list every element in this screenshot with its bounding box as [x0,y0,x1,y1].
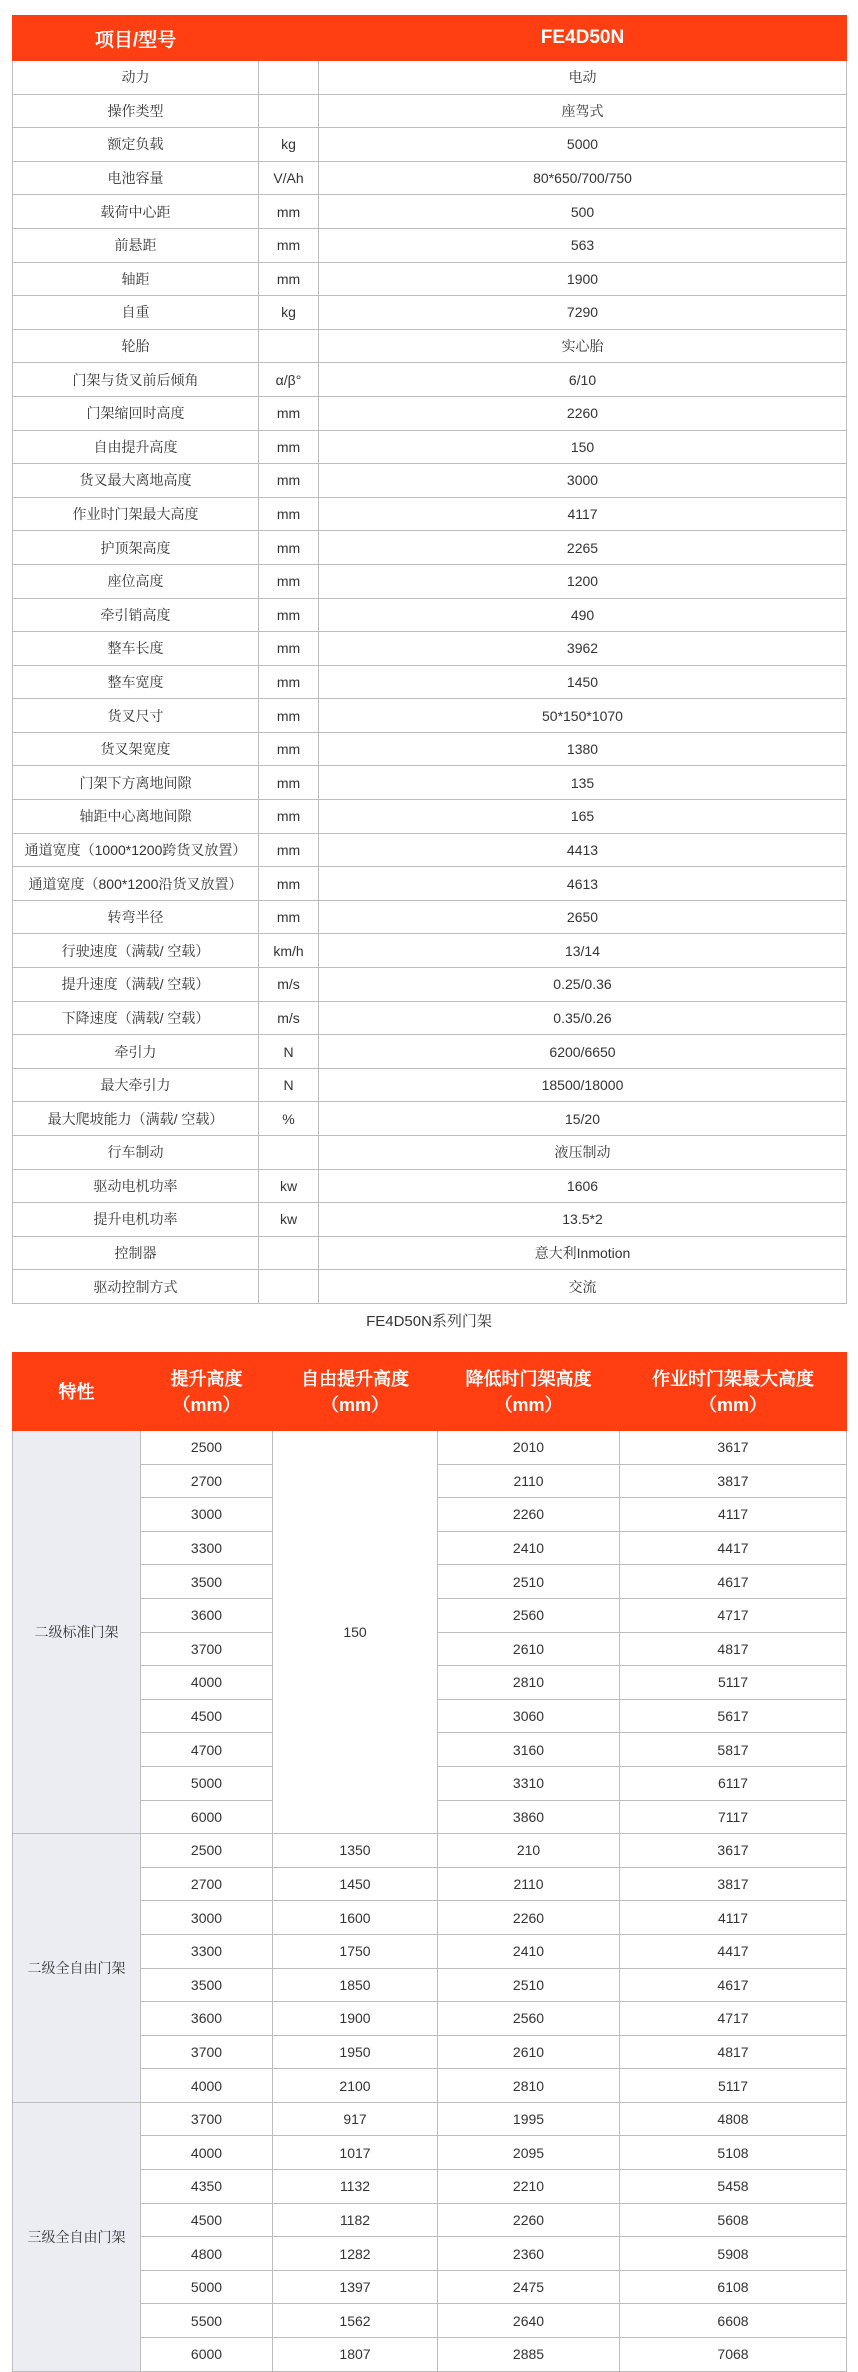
mast-table [12,1352,847,2372]
mast-header-row [13,1353,847,1431]
spec-row-value: 3962 [319,632,847,666]
spec-row [13,94,847,128]
mast-lift-height: 4700 [141,1733,273,1767]
mast-lowered-height: 2610 [438,2035,620,2069]
mast-row [13,1834,847,1868]
mast-lowered-height: 2260 [438,1901,620,1935]
spec-row [13,262,847,296]
spec-row-value: 6/10 [319,363,847,397]
spec-row [13,867,847,901]
mast-extended-height: 7117 [620,1800,847,1834]
mast-extended-height: 4817 [620,2035,847,2069]
mast-free-lift-height: 1562 [273,2304,438,2338]
mast-lift-height: 5000 [141,2270,273,2304]
spec-row-name: 额定负载 [13,128,259,162]
mast-lift-height: 3700 [141,1632,273,1666]
spec-row-name: 下降速度（满载/ 空载） [13,1001,259,1035]
spec-row-value: 165 [319,800,847,834]
spec-row-unit: mm [259,632,319,666]
mast-group-name: 二级标准门架 [13,1431,141,1834]
mast-lift-height: 4800 [141,2237,273,2271]
spec-row-name: 转弯半径 [13,900,259,934]
mast-lift-height: 3500 [141,1968,273,2002]
mast-lowered-height: 2810 [438,1666,620,1700]
mast-lift-height: 4000 [141,1666,273,1700]
spec-row-unit: mm [259,732,319,766]
spec-row [13,161,847,195]
spec-row-value: 液压制动 [319,1136,847,1170]
mast-lowered-height: 2210 [438,2170,620,2204]
spec-row [13,296,847,330]
spec-row-value: 4613 [319,867,847,901]
spec-row-name: 座位高度 [13,564,259,598]
mast-lowered-height: 2010 [438,1431,620,1465]
spec-row-unit: mm [259,564,319,598]
mast-extended-height: 4117 [620,1901,847,1935]
mast-extended-height: 4417 [620,1531,847,1565]
spec-row-unit: mm [259,228,319,262]
spec-row-name: 货叉架宽度 [13,732,259,766]
mast-header-extended-height: 作业时门架最大高度 （mm） [620,1353,847,1431]
spec-row [13,430,847,464]
mast-lift-height: 4500 [141,2203,273,2237]
mast-extended-height: 3617 [620,1834,847,1868]
spec-row-unit: mm [259,195,319,229]
mast-lift-height: 3300 [141,1531,273,1565]
spec-row-name: 电池容量 [13,161,259,195]
spec-row-name: 最大爬坡能力（满载/ 空载） [13,1102,259,1136]
spec-row-name: 轴距 [13,262,259,296]
mast-free-lift-height: 1350 [273,1834,438,1868]
spec-table [12,15,847,1304]
mast-header-feature: 特性 [13,1353,141,1431]
spec-row-unit: mm [259,867,319,901]
mast-lift-height: 2700 [141,1867,273,1901]
mast-free-lift-height: 1282 [273,2237,438,2271]
spec-row [13,497,847,531]
mast-extended-height: 6108 [620,2270,847,2304]
spec-row-name: 提升速度（满载/ 空载） [13,968,259,1002]
spec-row-value: 13/14 [319,934,847,968]
spec-row-name: 操作类型 [13,94,259,128]
spec-row [13,1102,847,1136]
mast-lowered-height: 2110 [438,1464,620,1498]
spec-row-value: 5000 [319,128,847,162]
mast-extended-height: 3817 [620,1464,847,1498]
mast-lift-height: 3300 [141,1934,273,1968]
spec-row-value: 3000 [319,464,847,498]
mast-lowered-height: 2410 [438,1934,620,1968]
mast-extended-height: 4417 [620,1934,847,1968]
spec-row-unit: kw [259,1169,319,1203]
mast-lowered-height: 3060 [438,1699,620,1733]
spec-row-unit: kg [259,128,319,162]
spec-row-unit: α/β° [259,363,319,397]
spec-header-model: FE4D50N [319,16,847,61]
spec-row-name: 轴距中心离地间隙 [13,800,259,834]
spec-row-unit: N [259,1035,319,1069]
spec-row-unit: km/h [259,934,319,968]
spec-row-value: 交流 [319,1270,847,1304]
spec-row-name: 牵引力 [13,1035,259,1069]
spec-row-unit [259,329,319,363]
spec-row [13,564,847,598]
spec-row [13,766,847,800]
spec-row-unit: mm [259,598,319,632]
mast-extended-height: 4717 [620,1598,847,1632]
mast-extended-height: 4717 [620,2002,847,2036]
spec-row-name: 载荷中心距 [13,195,259,229]
spec-row-unit: mm [259,464,319,498]
spec-body [13,61,847,1304]
spec-row [13,632,847,666]
spec-row [13,363,847,397]
spec-row-name: 牵引销高度 [13,598,259,632]
spec-row-name: 驱动电机功率 [13,1169,259,1203]
mast-extended-height: 7068 [620,2338,847,2372]
spec-row-unit: mm [259,800,319,834]
spec-row [13,228,847,262]
spec-row [13,1270,847,1304]
mast-lift-height: 5000 [141,1766,273,1800]
spec-row-value: 实心胎 [319,329,847,363]
spec-row-value: 2260 [319,396,847,430]
mast-extended-height: 3617 [620,1431,847,1465]
spec-row-unit: % [259,1102,319,1136]
mast-lift-height: 3500 [141,1565,273,1599]
mast-lowered-height: 3160 [438,1733,620,1767]
mast-lift-height: 4500 [141,1699,273,1733]
mast-lift-height: 3600 [141,2002,273,2036]
mast-lift-height: 3600 [141,1598,273,1632]
mast-lift-height: 2500 [141,1834,273,1868]
spec-row-name: 整车长度 [13,632,259,666]
mast-group-name: 二级全自由门架 [13,1834,141,2103]
mast-free-lift-height: 1807 [273,2338,438,2372]
mast-free-lift-height: 1750 [273,1934,438,1968]
mast-free-lift-height: 1132 [273,2170,438,2204]
mast-free-lift-height: 2100 [273,2069,438,2103]
spec-row-unit: V/Ah [259,161,319,195]
mast-lowered-height: 3310 [438,1766,620,1800]
mast-lift-height: 3700 [141,2102,273,2136]
mast-extended-height: 3817 [620,1867,847,1901]
mast-free-lift-height: 1950 [273,2035,438,2069]
mast-lift-height: 3000 [141,1901,273,1935]
mast-lowered-height: 210 [438,1834,620,1868]
spec-row-value: 135 [319,766,847,800]
spec-row-unit: m/s [259,1001,319,1035]
spec-row-name: 通道宽度（1000*1200跨货叉放置） [13,833,259,867]
spec-row [13,1203,847,1237]
mast-lowered-height: 2560 [438,1598,620,1632]
spec-row-unit [259,94,319,128]
mast-lowered-height: 1995 [438,2102,620,2136]
spec-row-name: 门架缩回时高度 [13,396,259,430]
spec-row-value: 1200 [319,564,847,598]
spec-row-value: 0.35/0.26 [319,1001,847,1035]
spec-row-name: 作业时门架最大高度 [13,497,259,531]
mast-lift-height: 2500 [141,1431,273,1465]
mast-extended-height: 4808 [620,2102,847,2136]
spec-row [13,464,847,498]
mast-extended-height: 5108 [620,2136,847,2170]
mast-extended-height: 5117 [620,2069,847,2103]
spec-row-value: 150 [319,430,847,464]
spec-row [13,968,847,1002]
spec-row-name: 门架与货叉前后倾角 [13,363,259,397]
mast-lift-height: 4000 [141,2136,273,2170]
spec-row-unit: N [259,1068,319,1102]
spec-row-value: 电动 [319,61,847,95]
mast-free-lift-height: 1600 [273,1901,438,1935]
mast-extended-height: 5908 [620,2237,847,2271]
mast-lowered-height: 2510 [438,1968,620,2002]
mast-lowered-height: 2260 [438,1498,620,1532]
mast-header-lowered-height: 降低时门架高度 （mm） [438,1353,620,1431]
spec-row [13,900,847,934]
mast-lowered-height: 2475 [438,2270,620,2304]
spec-header-row [13,16,847,61]
spec-row-value: 490 [319,598,847,632]
spec-row [13,732,847,766]
spec-row [13,1236,847,1270]
mast-header-lift-height: 提升高度 （mm） [141,1353,273,1431]
mast-extended-height: 5458 [620,2170,847,2204]
spec-row-value: 15/20 [319,1102,847,1136]
spec-row [13,329,847,363]
spec-row-name: 前悬距 [13,228,259,262]
spec-row-unit: mm [259,531,319,565]
spec-row [13,531,847,565]
mast-group-name: 三级全自由门架 [13,2102,141,2371]
spec-row [13,61,847,95]
spec-row-unit: mm [259,833,319,867]
mast-extended-height: 5817 [620,1733,847,1767]
mast-free-lift-height: 1850 [273,1968,438,2002]
mast-lowered-height: 3860 [438,1800,620,1834]
mast-lowered-height: 2810 [438,2069,620,2103]
spec-row [13,934,847,968]
spec-row-value: 1606 [319,1169,847,1203]
mast-free-lift-height: 1450 [273,1867,438,1901]
spec-row [13,598,847,632]
mast-free-lift-height: 1182 [273,2203,438,2237]
spec-row-unit: mm [259,430,319,464]
spec-row-name: 整车宽度 [13,665,259,699]
mast-lift-height: 2700 [141,1464,273,1498]
spec-row-name: 行车制动 [13,1136,259,1170]
mast-lowered-height: 2360 [438,2237,620,2271]
spec-row [13,1169,847,1203]
spec-row-value: 0.25/0.36 [319,968,847,1002]
mast-free-lift-height: 1017 [273,2136,438,2170]
spec-row [13,1068,847,1102]
mast-lowered-height: 2510 [438,1565,620,1599]
mast-lift-height: 3000 [141,1498,273,1532]
spec-row-value: 563 [319,228,847,262]
spec-row [13,1001,847,1035]
spec-row-name: 货叉最大离地高度 [13,464,259,498]
spec-row-unit: kg [259,296,319,330]
spec-row-unit: mm [259,665,319,699]
mast-lift-height: 3700 [141,2035,273,2069]
mast-lift-height: 4000 [141,2069,273,2103]
spec-row-name: 通道宽度（800*1200沿货叉放置） [13,867,259,901]
mast-extended-height: 4817 [620,1632,847,1666]
mast-lowered-height: 2885 [438,2338,620,2372]
mast-free-lift-height: 150 [273,1431,438,1834]
spec-row-value: 500 [319,195,847,229]
spec-row-value: 4413 [319,833,847,867]
mast-lift-height: 5500 [141,2304,273,2338]
spec-row-unit: mm [259,900,319,934]
mast-lift-height: 6000 [141,2338,273,2372]
mast-lowered-height: 2560 [438,2002,620,2036]
mast-section-title: FE4D50N系列门架 [366,1313,492,1330]
spec-row-name: 行驶速度（满载/ 空载） [13,934,259,968]
spec-row-name: 货叉尺寸 [13,699,259,733]
spec-row-unit: mm [259,699,319,733]
spec-row-unit: mm [259,396,319,430]
spec-row-value: 7290 [319,296,847,330]
spec-row-name: 动力 [13,61,259,95]
spec-row-name: 护顶架高度 [13,531,259,565]
spec-row [13,1035,847,1069]
spec-row-name: 门架下方离地间隙 [13,766,259,800]
spec-row-unit [259,1270,319,1304]
spec-row-unit [259,1136,319,1170]
mast-lift-height: 4350 [141,2170,273,2204]
spec-row [13,1136,847,1170]
spec-row [13,833,847,867]
spec-row-value: 1900 [319,262,847,296]
spec-row-name: 驱动控制方式 [13,1270,259,1304]
mast-extended-height: 5608 [620,2203,847,2237]
spec-row-unit [259,61,319,95]
spec-row-value: 座驾式 [319,94,847,128]
mast-lowered-height: 2640 [438,2304,620,2338]
mast-free-lift-height: 917 [273,2102,438,2136]
mast-extended-height: 4617 [620,1968,847,2002]
spec-row-unit: mm [259,262,319,296]
spec-row-unit: mm [259,766,319,800]
mast-lowered-height: 2095 [438,2136,620,2170]
spec-row-value: 1450 [319,665,847,699]
spec-row [13,128,847,162]
mast-extended-height: 6117 [620,1766,847,1800]
spec-row-value: 50*150*1070 [319,699,847,733]
spec-row-name: 自重 [13,296,259,330]
spec-row-name: 最大牵引力 [13,1068,259,1102]
spec-row-name: 提升电机功率 [13,1203,259,1237]
spec-row [13,665,847,699]
spec-header-unit [259,16,319,61]
spec-row-value: 2265 [319,531,847,565]
spec-row-value: 4117 [319,497,847,531]
spec-row-value: 意大利Inmotion [319,1236,847,1270]
spec-row [13,699,847,733]
mast-lowered-height: 2410 [438,1531,620,1565]
spec-row-unit: m/s [259,968,319,1002]
spec-row [13,195,847,229]
spec-row-value: 80*650/700/750 [319,161,847,195]
mast-body [13,1431,847,2372]
spec-row-unit [259,1236,319,1270]
spec-row [13,396,847,430]
mast-extended-height: 4117 [620,1498,847,1532]
spec-row-name: 轮胎 [13,329,259,363]
mast-free-lift-height: 1397 [273,2270,438,2304]
spec-row-value: 1380 [319,732,847,766]
mast-lowered-height: 2110 [438,1867,620,1901]
spec-row-value: 18500/18000 [319,1068,847,1102]
spec-row-unit: mm [259,497,319,531]
mast-extended-height: 6608 [620,2304,847,2338]
spec-header-item: 项目/型号 [13,16,259,61]
mast-row [13,1431,847,1465]
mast-lift-height: 6000 [141,1800,273,1834]
mast-lowered-height: 2610 [438,1632,620,1666]
mast-extended-height: 5617 [620,1699,847,1733]
mast-extended-height: 5117 [620,1666,847,1700]
spec-row-value: 2650 [319,900,847,934]
mast-lowered-height: 2260 [438,2203,620,2237]
mast-header-free-lift-height: 自由提升高度 （mm） [273,1353,438,1431]
mast-row [13,2102,847,2136]
spec-row-unit: kw [259,1203,319,1237]
spec-row-value: 13.5*2 [319,1203,847,1237]
spec-row-value: 6200/6650 [319,1035,847,1069]
mast-free-lift-height: 1900 [273,2002,438,2036]
mast-extended-height: 4617 [620,1565,847,1599]
spec-row-name: 自由提升高度 [13,430,259,464]
spec-row [13,800,847,834]
spec-row-name: 控制器 [13,1236,259,1270]
